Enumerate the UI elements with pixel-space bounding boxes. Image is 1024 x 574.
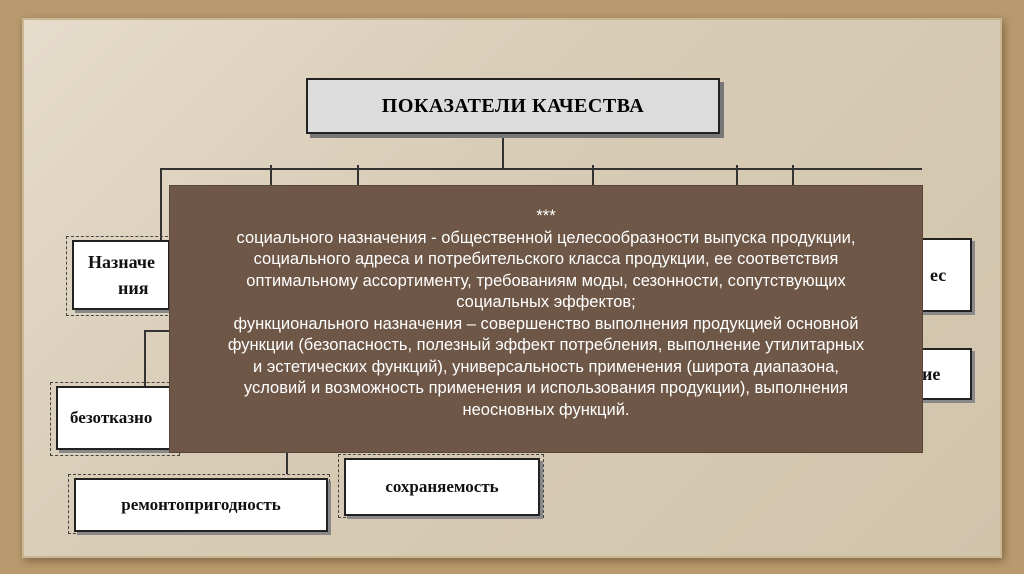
- connector-horizontal: [160, 168, 922, 170]
- repairability-box-label: ремонтопригодность: [121, 495, 281, 514]
- overlay-line: ***: [536, 207, 556, 225]
- connector-tick-2: [357, 165, 359, 187]
- right-box-top-label: ес: [930, 264, 947, 285]
- purpose-box: [72, 240, 170, 310]
- overlay-line: и эстетических функций), универсальность применения (широта диапазона,: [253, 357, 839, 376]
- right-box-mid: [914, 348, 972, 400]
- overlay-line: условий и возможность применения и использования продукции), выполнения: [243, 379, 849, 397]
- definition-overlay: [170, 186, 922, 452]
- overlay-line: функции (безопасность, полезный эффект потребления, выполнение утилитарных: [227, 336, 865, 354]
- connector-sub-vertical: [144, 330, 146, 386]
- overlay-line: социальных эффектов;: [456, 293, 636, 311]
- storability-box: [344, 458, 540, 516]
- connector-vertical-main: [502, 130, 504, 170]
- overlay-line: социального назначения - общественной целесообразности выпуска продукции,: [236, 228, 856, 247]
- right-box-mid-label: ие: [922, 363, 941, 384]
- overlay-line: оптимальному ассортименту, требованиям моды, сезонности, сопутствующих: [246, 271, 846, 290]
- diagram-title-box: [306, 78, 720, 134]
- connector-tick-3: [592, 165, 594, 187]
- storability-box-label: сохраняемость: [385, 477, 499, 496]
- overlay-line: неосновных функций.: [462, 400, 630, 419]
- overlay-line: социального адреса и потребительского класса продукции, ее соответствия: [253, 250, 839, 268]
- connector-tick-1: [270, 165, 272, 187]
- purpose-box-line1: Назначе: [88, 252, 156, 272]
- reliability-box: [56, 386, 176, 450]
- diagram-title: ПОКАЗАТЕЛИ КАЧЕСТВА: [381, 94, 645, 117]
- overlay-line: функционального назначения – совершенство выполнения продукцией основной: [233, 314, 859, 333]
- connector-bottom-tick: [286, 452, 288, 474]
- connector-drop-left: [160, 168, 162, 240]
- purpose-box-line2: ния: [118, 278, 149, 298]
- reliability-box-label: безотказно: [70, 408, 153, 427]
- repairability-box: [74, 478, 328, 532]
- right-box-top: [914, 238, 972, 312]
- connector-tick-4: [736, 165, 738, 187]
- connector-tick-5: [792, 165, 794, 187]
